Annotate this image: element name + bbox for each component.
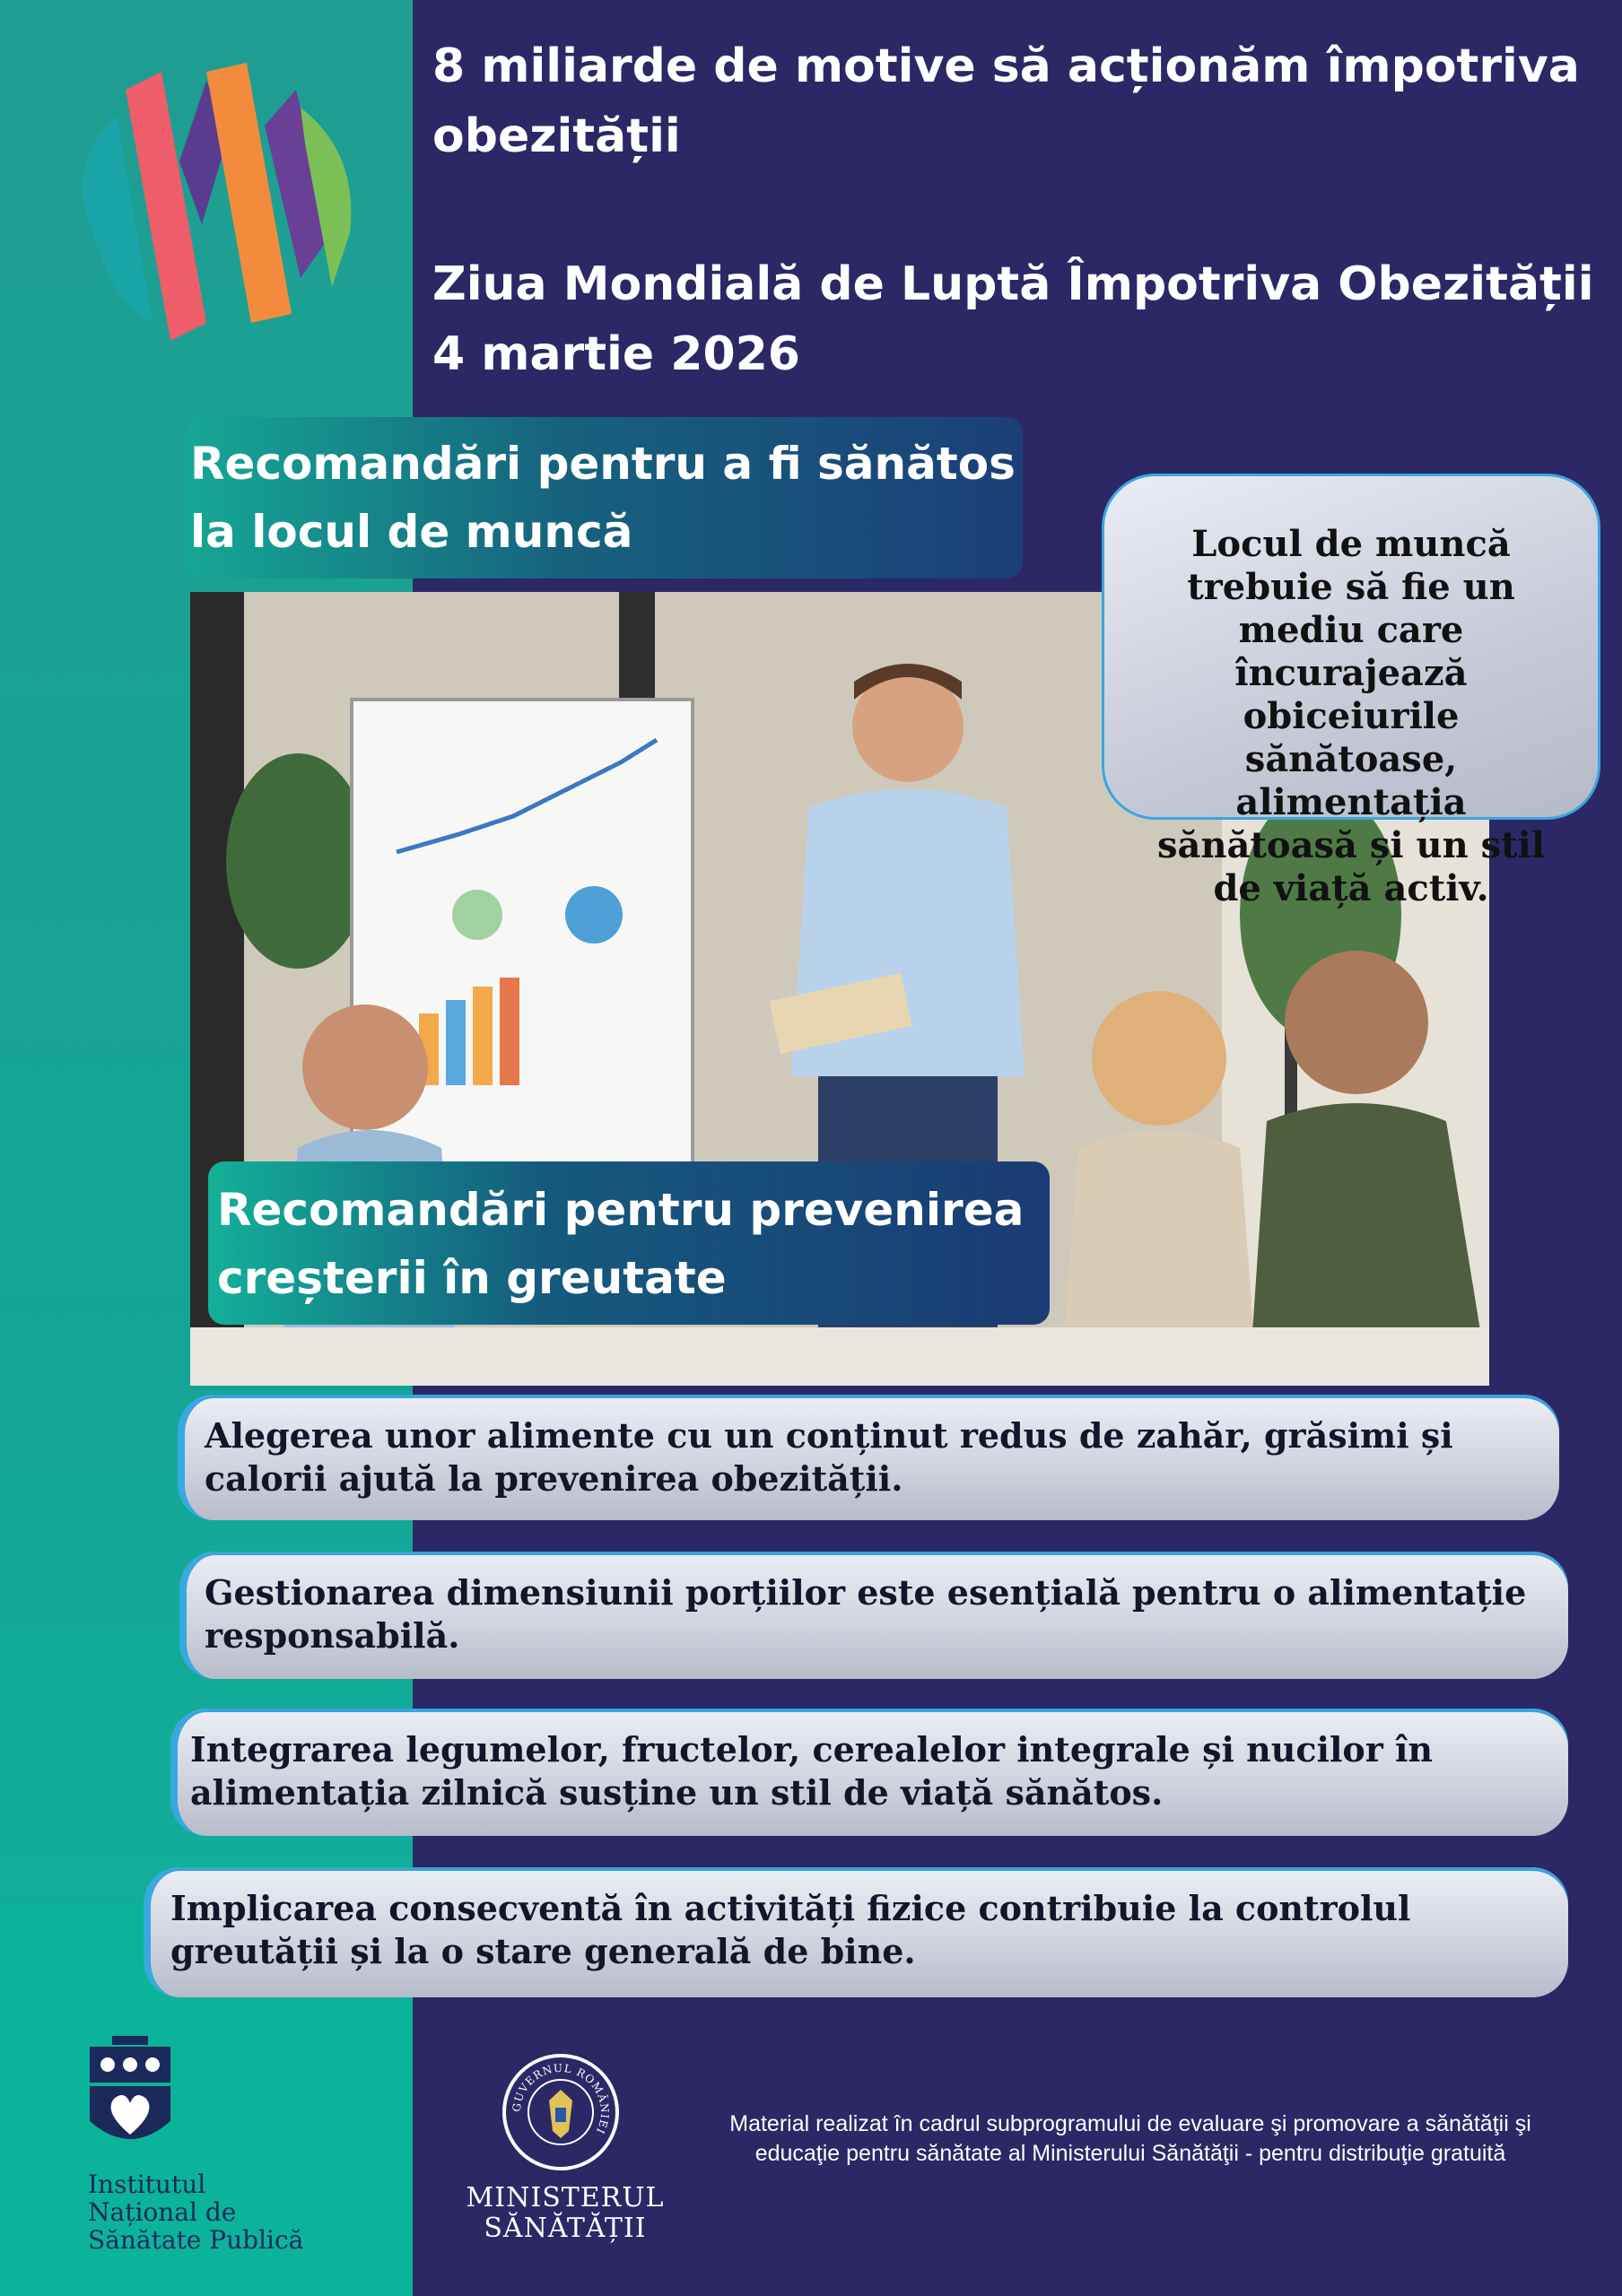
recommendation-item: Implicarea consecventă în activități fizice contribuie la controlul greutății și la o stare generală de bine. xyxy=(144,1867,1568,1997)
campaign-logo-icon xyxy=(72,54,368,350)
ministry-line: SĂNĂTĂȚII xyxy=(484,2213,647,2244)
recommendation-item: Gestionarea dimensiunii porțiilor este esențială pentru o alimentație responsabilă. xyxy=(179,1552,1568,1679)
note-line: Material realizat în cadrul subprogramului de evaluare şi promovare a sănătăţii şi xyxy=(729,2111,1531,2136)
poster-title: 8 miliarde de motive să acționăm împotriva obezității xyxy=(432,39,1580,163)
event-date: 4 martie 2026 xyxy=(432,327,800,381)
recommendation-item: Alegerea unor alimente cu un conținut redus de zahăr, grăsimi și calorii ajută la prevenirea obezității. xyxy=(178,1395,1559,1520)
workplace-recommendations-heading: Recomandări pentru a fi sănătos la locul de muncă xyxy=(187,417,1023,578)
workplace-callout: Locul de muncă trebuie să fie un mediu care încurajează obiceiurile sănătoase, alimentația sănătoasă și un stil de viață activ. xyxy=(1102,474,1600,820)
coat-of-arms-icon xyxy=(506,2057,615,2167)
institute-name xyxy=(88,2170,303,2254)
weight-prevention-heading: Recomandări pentru prevenirea creșterii în greutate xyxy=(208,1161,1050,1325)
recommendation-item: Integrarea legumelor, fructelor, cerealelor integrale și nucilor în alimentația zilnică susține un stil de viață sănătos. xyxy=(170,1709,1568,1836)
ministry-line: MINISTERUL xyxy=(466,2182,665,2213)
institute-line: Național de xyxy=(88,2197,237,2227)
event-name: Ziua Mondială de Luptă Împotriva Obezității xyxy=(432,257,1594,311)
distribution-note xyxy=(664,2109,1597,2169)
insp-logo-icon xyxy=(85,2036,175,2157)
note-line: educaţie pentru sănătate al Ministerului Sănătăţii - pentru distribuţie gratuită xyxy=(754,2141,1506,2166)
ministry-name xyxy=(440,2183,691,2244)
institute-line: Sănătate Publică xyxy=(88,2225,304,2255)
event-title xyxy=(432,249,1617,389)
government-seal xyxy=(502,2054,619,2170)
institute-line: Institutul xyxy=(88,2170,206,2199)
seal-text: GUVERNUL ROMÂNIEI xyxy=(510,2061,612,2136)
